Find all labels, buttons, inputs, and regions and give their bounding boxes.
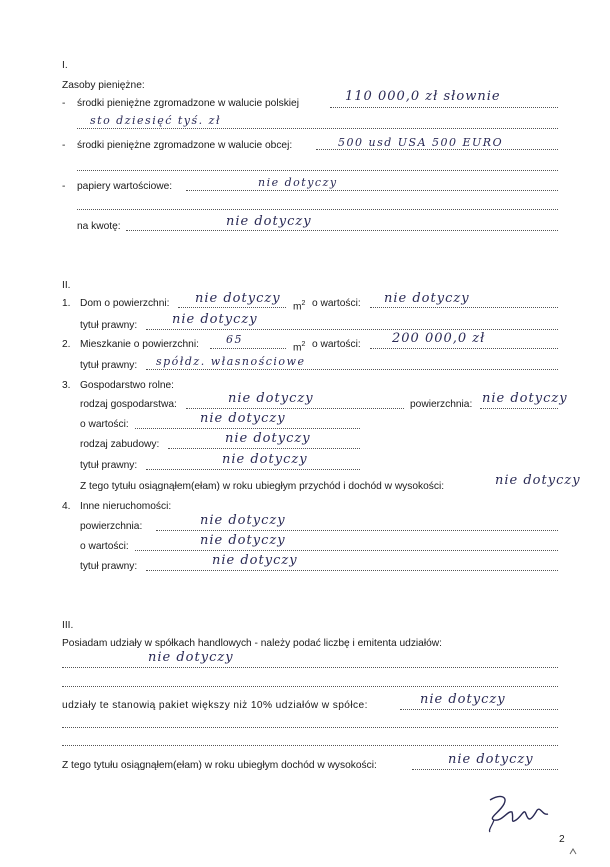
- section-3-heading: III.: [62, 620, 74, 631]
- page-number: 2: [559, 834, 565, 845]
- income-label: Z tego tytułu osiągnąłem(ełam) w roku ubiegłym dochód w wysokości:: [62, 760, 377, 771]
- dotted-line: [146, 469, 360, 470]
- bullet: -: [62, 140, 66, 151]
- dotted-line: [400, 709, 558, 710]
- dotted-line: [126, 230, 558, 231]
- dotted-line: [146, 369, 558, 370]
- farm-area-label: powierzchnia:: [410, 399, 473, 410]
- value-label: o wartości:: [312, 298, 361, 309]
- section-1-heading: I.: [62, 60, 68, 71]
- farm-income: nie dotyczy: [495, 473, 581, 488]
- m2-unit: $m^2$: [293, 300, 306, 313]
- dotted-line: [186, 190, 558, 191]
- dotted-line: [62, 686, 558, 687]
- flat-label: Mieszkanie o powierzchni:: [80, 339, 199, 350]
- dotted-line: [62, 727, 558, 728]
- item-number: 3.: [62, 380, 71, 391]
- item-number: 2.: [62, 339, 71, 350]
- dotted-line: [135, 550, 558, 551]
- other-title-label: tytuł prawny:: [80, 561, 138, 572]
- dotted-line: [210, 348, 286, 349]
- dotted-line: [370, 307, 558, 308]
- farm-area: nie dotyczy: [482, 391, 568, 406]
- section-1-title: Zasoby pieniężne:: [62, 80, 145, 91]
- value-label: o wartości:: [312, 339, 361, 350]
- bullet: -: [62, 181, 66, 192]
- dotted-line: [480, 408, 558, 409]
- foreign-value: 500 usd USA 500 EURO: [338, 136, 504, 149]
- bullet: -: [62, 98, 66, 109]
- other-label: Inne nieruchomości:: [80, 501, 172, 512]
- section-2-heading: II.: [62, 280, 71, 291]
- flat-area: 65: [226, 333, 243, 346]
- dotted-line: [186, 408, 404, 409]
- securities-label: papiery wartościowe:: [77, 181, 173, 192]
- farm-type-label: rodzaj gospodarstwa:: [80, 399, 177, 410]
- dotted-line: [62, 667, 558, 668]
- dotted-line: [156, 530, 558, 531]
- pln-value: 110 000,0 zł słownie: [345, 89, 501, 104]
- farm-build-label: rodzaj zabudowy:: [80, 439, 160, 450]
- other-value: nie dotyczy: [200, 533, 286, 548]
- title-label: tytuł prawny:: [80, 360, 138, 371]
- dotted-line: [62, 745, 558, 746]
- dotted-line: [146, 329, 558, 330]
- dotted-line: [370, 348, 558, 349]
- other-area-label: powierzchnia:: [80, 521, 143, 532]
- flat-value: 200 000,0 zł: [392, 331, 486, 346]
- farm-title: nie dotyczy: [222, 452, 308, 467]
- other-title: nie dotyczy: [212, 553, 298, 568]
- pln-label: środki pieniężne zgromadzone w walucie polskiej: [77, 98, 299, 109]
- dotted-line: [178, 307, 286, 308]
- amount-label: na kwotę:: [77, 221, 121, 232]
- m2-unit: $m^2$: [293, 341, 306, 354]
- shares-label: Posiadam udziały w spółkach handlowych - należy podać liczbę i emitenta udziałów:: [62, 638, 442, 649]
- signature-initials: [478, 790, 558, 836]
- house-value: nie dotyczy: [384, 291, 470, 306]
- dotted-line: [168, 448, 360, 449]
- dotted-line: [412, 769, 558, 770]
- house-label: Dom o powierzchni:: [80, 298, 170, 309]
- income-value: nie dotyczy: [448, 752, 534, 767]
- item-number: 1.: [62, 298, 71, 309]
- securities-value: nie dotyczy: [258, 176, 338, 189]
- farm-label: Gospodarstwo rolne:: [80, 380, 175, 391]
- dotted-line: [77, 209, 558, 210]
- package-label: udziały te stanowią pakiet większy niż 10% udziałów w spółce:: [62, 700, 368, 711]
- house-title: nie dotyczy: [172, 312, 258, 327]
- other-value-label: o wartości:: [80, 541, 129, 552]
- flat-title: spółdz. własnościowe: [156, 355, 306, 368]
- dotted-line: [146, 570, 558, 571]
- farm-type: nie dotyczy: [228, 391, 314, 406]
- dotted-line: [77, 170, 558, 171]
- package-value: nie dotyczy: [420, 692, 506, 707]
- farm-income-label: Z tego tytułu osiągnąłem(ełam) w roku ubiegłym przychód i dochód w wysokości:: [80, 481, 445, 492]
- farm-value-label: o wartości:: [80, 419, 129, 430]
- house-area: nie dotyczy: [195, 291, 281, 306]
- dotted-line: [77, 128, 558, 129]
- shares-value: nie dotyczy: [148, 650, 234, 665]
- amount-value: nie dotyczy: [226, 214, 312, 229]
- farm-title-label: tytuł prawny:: [80, 460, 138, 471]
- corner-mark-icon: [568, 846, 578, 856]
- foreign-label: środki pieniężne zgromadzone w walucie obcej:: [77, 140, 293, 151]
- item-number: 4.: [62, 501, 71, 512]
- title-label: tytuł prawny:: [80, 320, 138, 331]
- other-area: nie dotyczy: [200, 513, 286, 528]
- dotted-line: [135, 428, 360, 429]
- farm-build: nie dotyczy: [225, 431, 311, 446]
- farm-value: nie dotyczy: [200, 411, 286, 426]
- dotted-line: [330, 107, 558, 108]
- pln-value-cont: sto dziesięć tyś. zł: [90, 114, 222, 127]
